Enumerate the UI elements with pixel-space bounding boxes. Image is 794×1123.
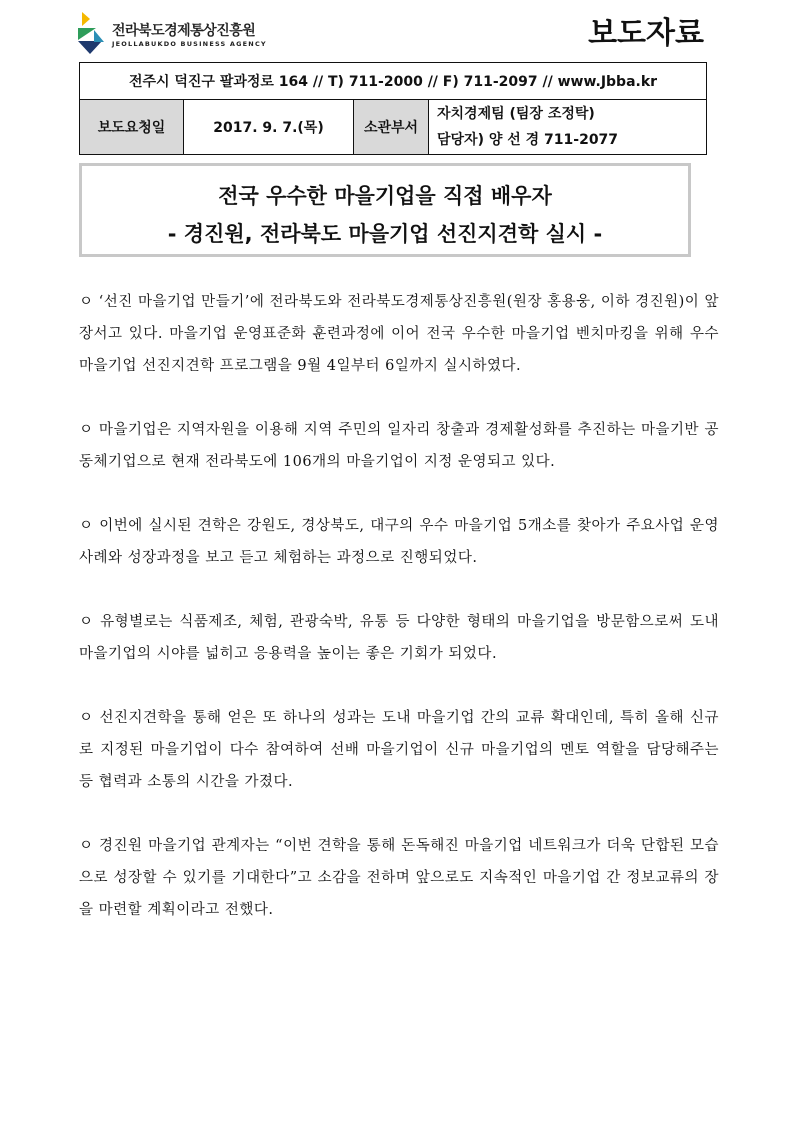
- paragraph-2: ㅇ 마을기업은 지역자원을 이용해 지역 주민의 일자리 창출과 경제활성화를 추진하는 마을기반 공동체기업으로 현재 전라북도에 106개의 마을기업이 지정 운영되고 있다.: [79, 422, 719, 470]
- agency-logo-icon: [76, 10, 106, 56]
- document-type-title: 보도자료: [588, 16, 704, 51]
- article-body: [79, 286, 719, 926]
- paragraph-4: ㅇ 유형별로는 식품제조, 체험, 관광숙박, 유통 등 다양한 형태의 마을기업을 방문함으로써 도내 마을기업의 시야를 넓히고 응용력을 높이는 좋은 기회가 되었다.: [79, 614, 719, 662]
- paragraph-3: ㅇ 이번에 실시된 견학은 강원도, 경상북도, 대구의 우수 마을기업 5개소를 찾아가 주요사업 운영사례와 성장과정을 보고 듣고 체험하는 과정으로 진행되었다.: [79, 518, 719, 566]
- info-table: [79, 62, 707, 155]
- dept-team: 자치경제팀 (팀장 조정탁): [437, 106, 595, 122]
- headline-title: 전국 우수한 마을기업을 직접 배우자: [218, 184, 552, 208]
- dept-contact-person: 담당자) 양 선 경 711-2077: [437, 132, 619, 148]
- paragraph-1: ㅇ ‘선진 마을기업 만들기’에 전라북도와 전라북도경제통상진흥원(원장 홍용웅, 이하 경진원)이 앞장서고 있다. 마을기업 운영표준화 훈련과정에 이어 전국 우수한 마을기업 벤치마킹을 위해 우수 마을기업 선진지견학 프로그램을 9월 4일부터 6일까지 실시하였다.: [79, 294, 719, 374]
- paragraph-6: ㅇ 경진원 마을기업 관계자는 “이번 견학을 통해 돈독해진 마을기업 네트워크가 더욱 단합된 모습으로 성장할 수 있기를 기대한다”고 소감을 전하며 앞으로도 지속적인 마을기업 간 정보교류의 장을 마련할 계획이라고 전했다.: [79, 838, 719, 918]
- date-value: 2017. 9. 7.(목): [184, 100, 354, 155]
- headline-box: [79, 163, 691, 257]
- org-subtitle: JEOLLABUKDO BUSINESS AGENCY: [112, 40, 267, 48]
- agency-logo: [76, 10, 316, 56]
- headline-subtitle: - 경진원, 전라북도 마을기업 선진지견학 실시 -: [167, 222, 603, 246]
- paragraph-5: ㅇ 선진지견학을 통해 얻은 또 하나의 성과는 도내 마을기업 간의 교류 확대인데, 특히 올해 신규로 지정된 마을기업이 다수 참여하여 선배 마을기업이 신규 마을기업의 멘토 역할을 담당해주는 등 협력과 소통의 시간을 가졌다.: [79, 710, 719, 790]
- dept-label: 소관부서: [354, 100, 429, 155]
- org-name: 전라북도경제통상진흥원: [112, 23, 256, 39]
- date-label: 보도요청일: [80, 100, 184, 155]
- contact-info: 전주시 덕진구 팔과정로 164 // T) 711-2000 // F) 711-2097 // www.Jbba.kr: [80, 63, 707, 100]
- dept-value: [429, 100, 707, 155]
